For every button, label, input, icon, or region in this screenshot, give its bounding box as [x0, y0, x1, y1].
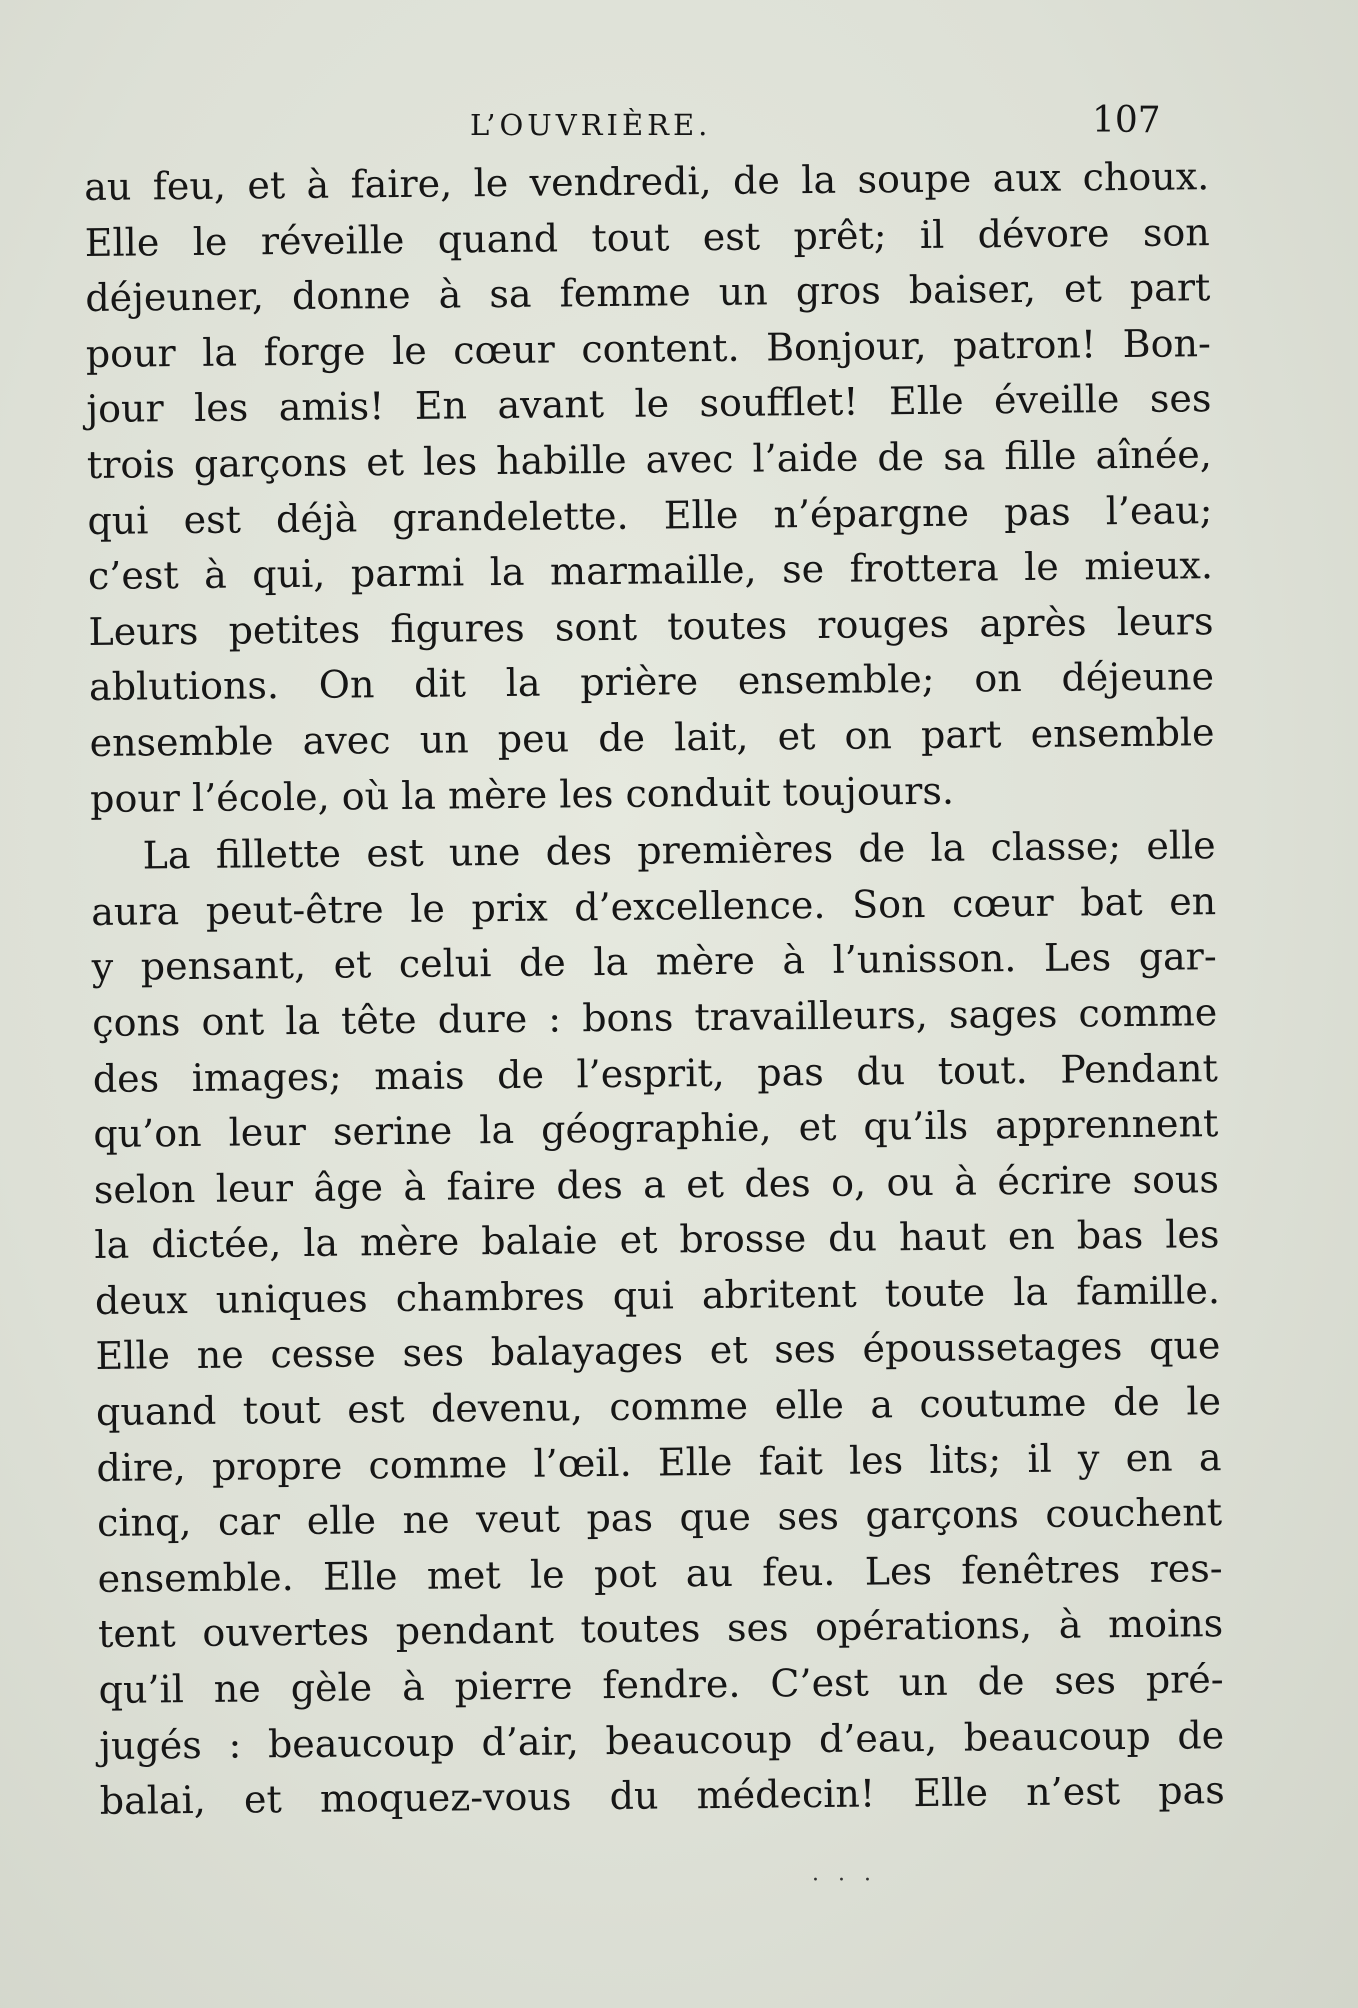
paragraph-1 — [84, 149, 1215, 827]
text-line: jour les amis! En avant le soufflet! Elle éveille ses — [86, 376, 1212, 432]
text-line: aura peut-être le prix d’excellence. Son cœur bat en — [91, 878, 1217, 934]
text-line: ensemble. Elle met le pot au feu. Les fenêtres res- — [97, 1545, 1223, 1601]
text-line: çons ont la tête dure : bons travailleurs, sages comme — [92, 990, 1218, 1045]
text-line: dire, propre comme l’œil. Elle fait les lits; il y en a — [96, 1434, 1222, 1490]
paragraph-2 — [90, 818, 1225, 1829]
text-line: pour l’école, où la mère les conduit toujours. — [89, 768, 955, 821]
text-line: des images; mais de l’esprit, pas du tout. Pendant — [92, 1045, 1218, 1101]
text-line: la dictée, la mère balaie et brosse du haut en bas les — [94, 1212, 1220, 1268]
text-line: deux uniques chambres qui abritent toute la famille. — [94, 1268, 1221, 1323]
body-text — [84, 149, 1225, 1830]
text-line: cinq, car elle ne veut pas que ses garçons couchent — [96, 1490, 1223, 1546]
text-line: qu’on leur serine la géographie, et qu’ils apprennent — [93, 1101, 1219, 1157]
text-line: qu’il ne gèle à pierre fendre. C’est un de ses pré- — [98, 1657, 1224, 1712]
text-line: balai, et moquez-vous du médecin! Elle n’est pas — [99, 1768, 1225, 1824]
text-line: tent ouvertes pendant toutes ses opérations, à moins — [97, 1601, 1224, 1657]
text-line: ablutions. On dit la prière ensemble; on déjeune — [88, 654, 1215, 710]
text-line: c’est à qui, parmi la marmaille, se frottera le mieux. — [87, 543, 1214, 599]
running-header — [0, 100, 1358, 150]
text-line: y pensant, et celui de la mère à l’unisson. Les gar- — [91, 934, 1217, 990]
text-line: selon leur âge à faire des a et des o, ou à écrire sous — [93, 1156, 1220, 1212]
text-line: ensemble avec un peu de lait, et on part ensemble — [89, 710, 1215, 765]
text-line: qui est déjà grandelette. Elle n’épargne pas l’eau; — [87, 487, 1213, 543]
text-line: déjeuner, donne à sa femme un gros baiser, et part — [85, 265, 1211, 321]
text-line: Elle le réveille quand tout est prêt; il dévore son — [84, 209, 1210, 265]
footer-dots: · · · — [812, 1868, 877, 1893]
text-line: trois garçons et les habille avec l’aide de sa fille aînée, — [86, 432, 1213, 487]
text-line: jugés : beaucoup d’air, beaucoup d’eau, beaucoup de — [99, 1712, 1225, 1768]
text-line: au feu, et à faire, le vendredi, de la soupe aux choux. — [84, 154, 1210, 209]
text-line: quand tout est devenu, comme elle a coutume de le — [95, 1379, 1222, 1435]
text-line: La fillette est une des premières de la classe; elle — [142, 823, 1216, 878]
running-title: L’OUVRIÈRE. — [470, 108, 712, 142]
text-line: pour la forge le cœur content. Bonjour, patron! Bon- — [85, 320, 1212, 376]
text-line: Leurs petites figures sont toutes rouges après leurs — [88, 598, 1214, 654]
text-line: Elle ne cesse ses balayages et ses époussetages que — [95, 1323, 1221, 1379]
page-number: 107 — [1092, 100, 1161, 141]
